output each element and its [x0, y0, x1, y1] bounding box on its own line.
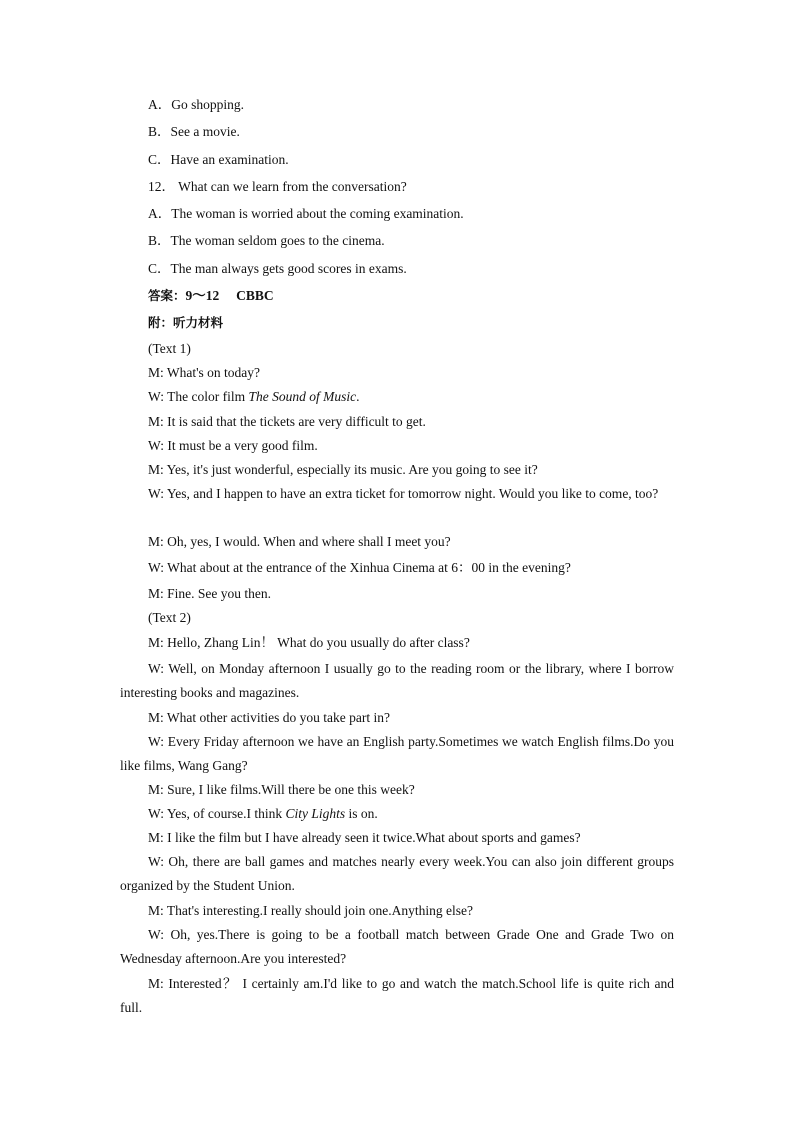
text1-line: W: What about at the entrance of the Xinhua Cinema at 6：00 in the evening? [148, 560, 571, 575]
film-title: City Lights [285, 806, 346, 821]
text1-line: M: Yes, it's just wonderful, especially its music. Are you going to see it? [148, 462, 538, 477]
text2-line: W: Yes, of course.I think City Lights is on. [148, 806, 378, 821]
option-c-q11: C．Have an examination. [148, 152, 289, 167]
text2-line: W: Oh, there are ball games and matches nearly every week.You can also join different groups organized by the Student Union. [120, 854, 674, 893]
text2-line: W: Every Friday afternoon we have an English party.Sometimes we watch English films.Do you like films, Wang Gang? [120, 734, 674, 773]
text2-line: M: Sure, I like films.Will there be one this week? [148, 782, 415, 797]
text1-line: M: Fine. See you then. [148, 586, 271, 601]
option-b-q11: B．See a movie. [148, 124, 240, 139]
text2-line: M: I like the film but I have already seen it twice.What about sports and games? [148, 830, 581, 845]
text2-heading: (Text 2) [148, 610, 191, 625]
text2-line: M: Interested？ I certainly am.I'd like to go and watch the match.School life is quite rich and full. [120, 976, 674, 1015]
text2-line: W: Well, on Monday afternoon I usually go to the reading room or the library, where I borrow interesting books and magazines. [120, 661, 674, 700]
answer-line [148, 287, 274, 305]
option-c-q12: C．The man always gets good scores in exams. [148, 261, 407, 276]
text1-heading: (Text 1) [148, 341, 191, 356]
answer-value: 9～12 CBBC [185, 288, 274, 303]
option-a-q11: A．Go shopping. [148, 97, 245, 112]
answer-label: 答案： [148, 288, 186, 303]
text1-line: M: What's on today? [148, 365, 261, 380]
option-a-q12: A．The woman is worried about the coming examination. [148, 206, 464, 221]
text1-line: W: The color film The Sound of Music. [148, 389, 360, 404]
text2-line: W: Oh, yes.There is going to be a football match between Grade One and Grade Two on Wednesday afternoon.Are you interested? [120, 927, 674, 966]
film-title: The Sound of Music [248, 389, 357, 404]
text1-line: M: It is said that the tickets are very difficult to get. [148, 414, 426, 429]
option-b-q12: B．The woman seldom goes to the cinema. [148, 233, 385, 248]
text1-line: W: It must be a very good film. [148, 438, 318, 453]
text1-line: M: Oh, yes, I would. When and where shall I meet you? [148, 534, 451, 549]
text1-line: W: Yes, and I happen to have an extra ticket for tomorrow night. Would you like to come, too? [148, 486, 659, 501]
text2-line: M: Hello, Zhang Lin！ What do you usually do after class? [148, 635, 470, 650]
text2-line: M: That's interesting.I really should join one.Anything else? [148, 903, 474, 918]
appendix-title: 附：听力材料 [148, 315, 224, 330]
text2-line: M: What other activities do you take part in? [148, 710, 390, 725]
question-12: 12． What can we learn from the conversation? [148, 179, 407, 194]
